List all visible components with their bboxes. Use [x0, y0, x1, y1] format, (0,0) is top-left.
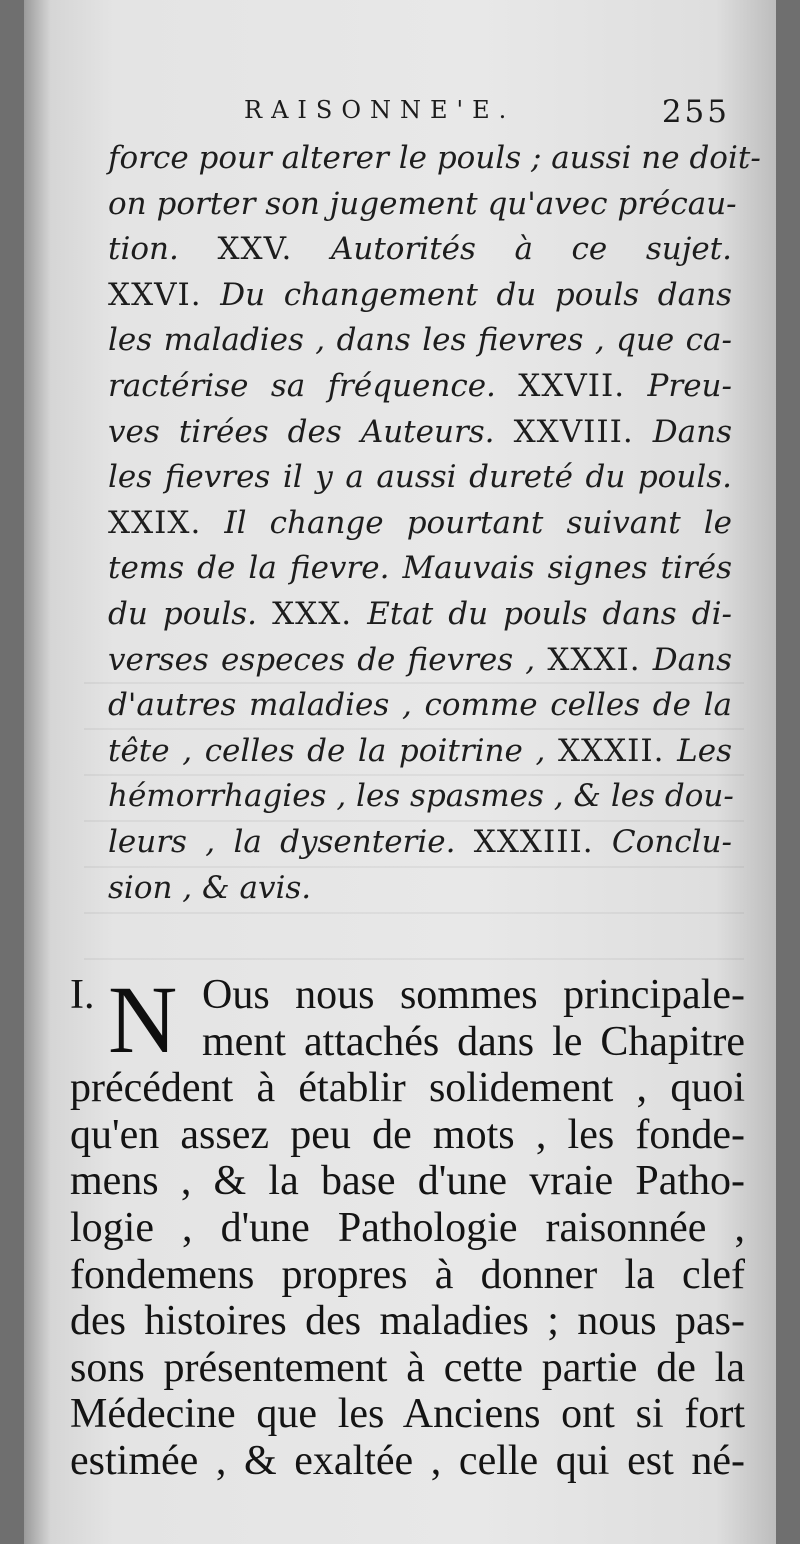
- summary-text: les fievres il y a aussi dureté du pouls.: [108, 459, 732, 496]
- summary-text: leurs , la dysenterie.: [108, 823, 474, 860]
- body-line: mens , & la base d'une vraie Patho-: [70, 1158, 745, 1205]
- summary-line: [108, 455, 732, 501]
- summary-text: Il change pourtant suivant le: [201, 504, 732, 541]
- summary-text: hémorrhagies , les spasmes , & les dou-: [108, 778, 734, 815]
- summary-line: [108, 227, 732, 273]
- body-line: qu'en assez peu de mots , les fonde-: [70, 1111, 745, 1158]
- summary-text: Etat du pouls dans di-: [352, 595, 732, 632]
- page-gutter-shadow: [24, 0, 50, 1544]
- summary-line: [108, 136, 761, 182]
- summary-text: d'autres maladies , comme celles de la: [108, 687, 732, 724]
- summary-line: [108, 546, 732, 592]
- summary-line: [108, 318, 732, 364]
- chapter-summary: [108, 136, 761, 911]
- summary-text: sion , & avis.: [108, 869, 312, 906]
- summary-line: [108, 592, 732, 638]
- body-line: logie , d'une Pathologie raisonnée ,: [70, 1204, 745, 1251]
- body-line: ment attachés dans le Chapitre: [202, 1018, 745, 1065]
- summary-line: [108, 364, 732, 410]
- summary-text: du pouls.: [108, 595, 273, 632]
- summary-text: verses especes de fievres ,: [108, 641, 548, 678]
- summary-text: ractérise sa fréquence.: [108, 367, 519, 404]
- running-title: RAISONNE'E.: [244, 96, 516, 124]
- summary-text: Dans: [640, 641, 732, 678]
- page-number: 255: [661, 94, 730, 130]
- summary-line: [108, 410, 732, 456]
- summary-text: Du changement du pouls dans: [201, 276, 732, 313]
- roman-numeral: XXVII.: [518, 367, 626, 404]
- summary-text: Conclu-: [593, 823, 732, 860]
- summary-line: [108, 820, 732, 866]
- section-body: [70, 966, 745, 1485]
- body-line: fondemens propres à donner la clef: [70, 1251, 745, 1298]
- roman-numeral: XXVIII.: [513, 413, 634, 450]
- summary-text: les maladies , dans les fievres , que ca-: [108, 322, 732, 359]
- section-number: I.: [70, 972, 95, 1018]
- summary-line: [108, 501, 732, 547]
- roman-numeral: XXXI.: [547, 641, 641, 678]
- summary-text: Preu-: [625, 367, 732, 404]
- summary-line: [108, 182, 737, 228]
- drop-cap: N: [108, 966, 178, 1073]
- book-page: [24, 0, 776, 1544]
- summary-text: Dans: [633, 413, 732, 450]
- roman-numeral: XXVI.: [108, 276, 202, 313]
- body-line: Ous nous sommes principale-: [202, 972, 745, 1018]
- body-line: des histoires des maladies ; nous pas-: [70, 1298, 745, 1345]
- summary-text: on porter son jugement qu'avec précau-: [108, 185, 737, 222]
- summary-text: ves tirées des Auteurs.: [108, 413, 514, 450]
- body-line: estimée , & exaltée , celle qui est né-: [70, 1437, 745, 1484]
- body-line: précédent à établir solidement , quoi: [70, 1065, 745, 1112]
- summary-line: [108, 774, 732, 820]
- summary-text: tête , celles de la poitrine ,: [108, 732, 558, 769]
- roman-numeral: XXXII.: [557, 732, 665, 769]
- summary-line: [108, 866, 732, 912]
- summary-text: tion.: [108, 231, 218, 268]
- roman-numeral: XXV.: [217, 231, 293, 268]
- body-line: sons présentement à cette partie de la: [70, 1344, 745, 1391]
- roman-numeral: XXXIII.: [473, 823, 594, 860]
- summary-line: [108, 638, 732, 684]
- summary-line: [108, 273, 732, 319]
- roman-numeral: XXX.: [272, 595, 353, 632]
- summary-text: force pour alterer le pouls ; aussi ne doit-: [108, 140, 761, 176]
- summary-text: Les: [664, 732, 732, 769]
- summary-line: [108, 729, 732, 775]
- summary-line: [108, 683, 732, 729]
- summary-text: Autorités à ce sujet.: [292, 231, 732, 268]
- summary-text: tems de la fievre. Mauvais signes tirés: [108, 550, 732, 587]
- body-line: Médecine que les Anciens ont si fort: [70, 1391, 745, 1438]
- roman-numeral: XXIX.: [108, 504, 202, 541]
